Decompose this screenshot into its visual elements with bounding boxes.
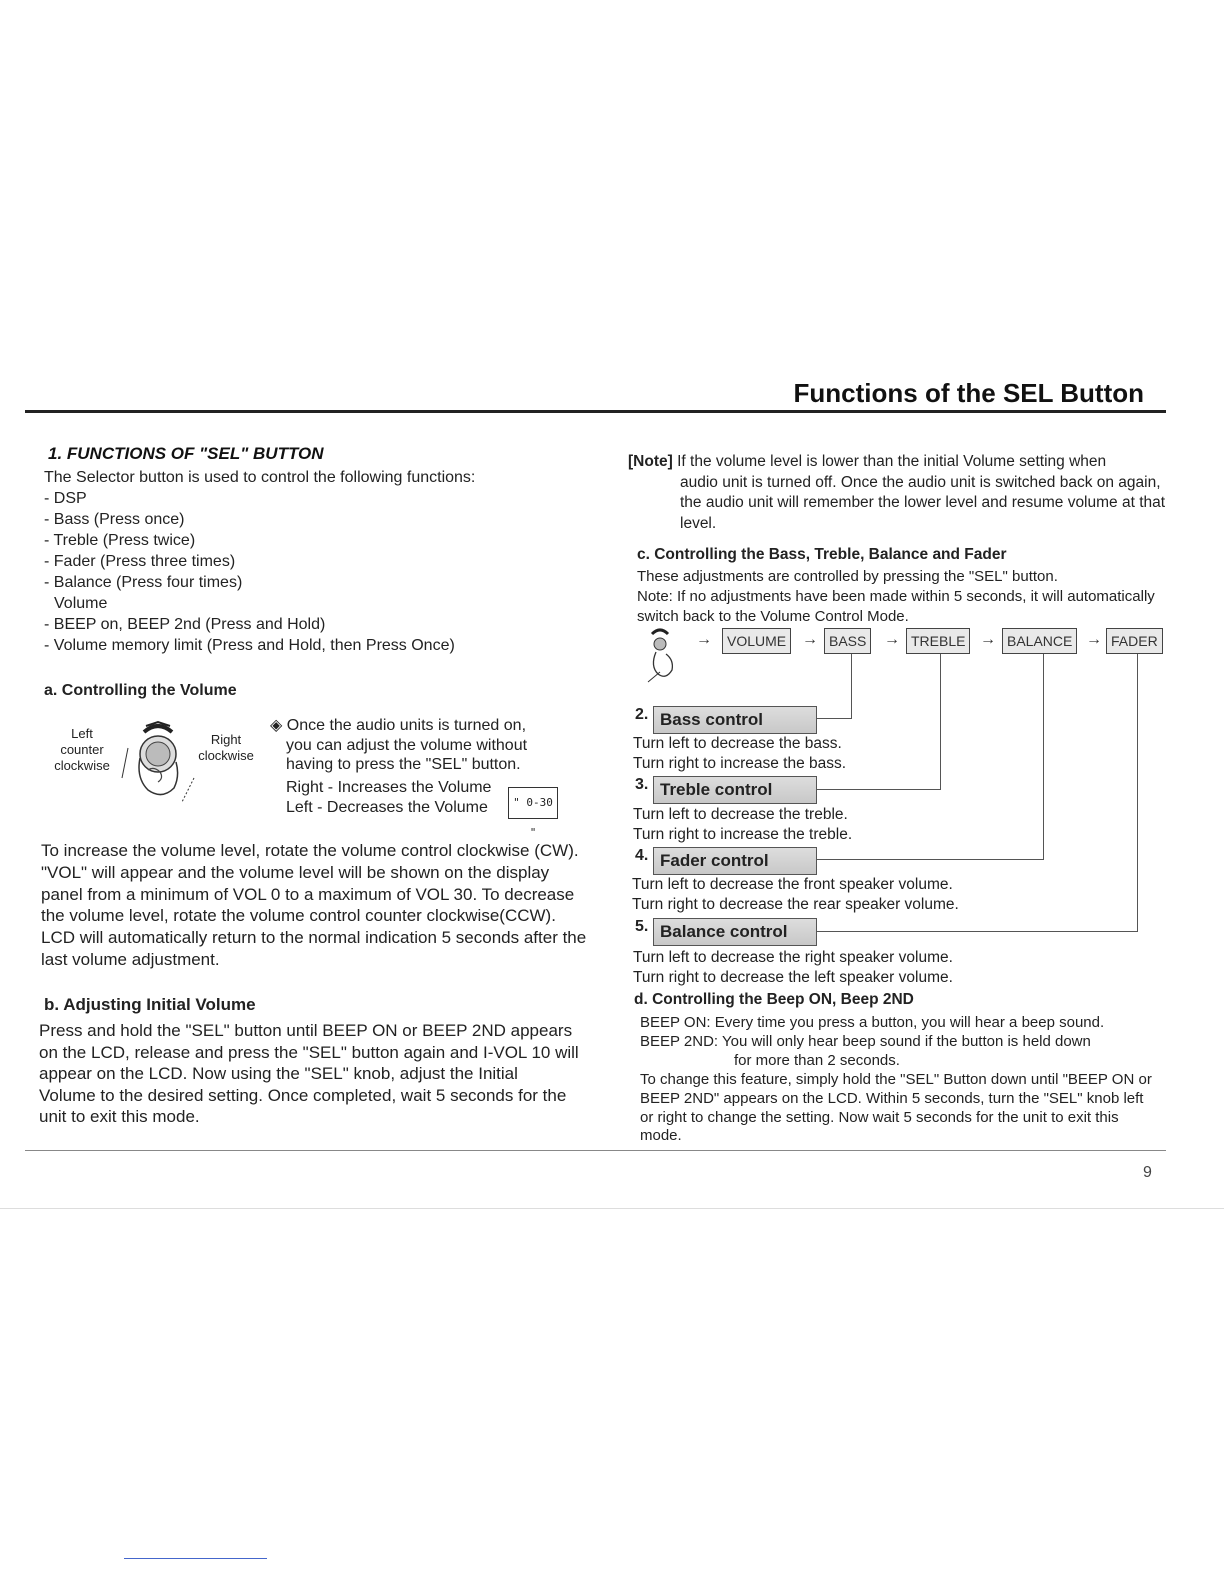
list-item: - BEEP on, BEEP 2nd (Press and Hold) <box>44 616 326 633</box>
treble-control-text <box>633 805 852 844</box>
page-number: 9 <box>1143 1164 1152 1181</box>
right-increases-line: Right - Increases the Volume <box>286 779 492 796</box>
control-line: Turn right to decrease the rear speaker volume. <box>632 895 959 913</box>
control-line: Turn left to decrease the bass. <box>633 735 842 752</box>
fader-control-label: Fader control <box>653 847 817 875</box>
heading-initial-volume: b. Adjusting Initial Volume <box>44 995 256 1014</box>
control-num: 4. <box>635 847 649 864</box>
treble-control-label: Treble control <box>653 776 817 804</box>
decorative-line <box>124 1558 267 1559</box>
heading-bass-treble: c. Controlling the Bass, Treble, Balance and Fader <box>637 546 1007 563</box>
control-item-balance <box>635 918 788 941</box>
chain-arrow: → <box>802 631 818 648</box>
beep-description <box>640 1014 1200 1070</box>
functions-list <box>44 467 564 656</box>
control-num: 3. <box>635 776 649 793</box>
heading-beep: d. Controlling the Beep ON, Beep 2ND <box>634 991 914 1008</box>
header-rule <box>25 410 1166 413</box>
connector-balance-h <box>814 931 1138 932</box>
list-item: - Volume memory limit (Press and Hold, then Press Once) <box>44 637 455 654</box>
note-block <box>628 452 1168 534</box>
chain-arrow: → <box>884 631 900 648</box>
beep-on-line: BEEP ON: Every time you press a button, you will hear a beep sound. <box>640 1014 1105 1031</box>
control-num: 2. <box>635 706 649 723</box>
bass-control-label: Bass control <box>653 706 817 734</box>
control-line: Turn right to increase the treble. <box>633 825 853 843</box>
chain-arrow: → <box>696 631 712 648</box>
connector-treble <box>940 654 941 790</box>
bass-control-text <box>633 734 846 773</box>
list-item: - Bass (Press once) <box>44 511 185 528</box>
volume-paragraph: To increase the volume level, rotate the volume control clockwise (CW). "VOL" will appear and the volume level will be shown on the display panel from a minimum of VOL 0 to a maximum of VOL 30. To decrease the volume level, rotate the volume control counter clockwise(CCW). LCD will automatically return to the normal indication 5 seconds after the last volume adjustment. <box>41 841 587 969</box>
chain-box-fader: FADER <box>1106 628 1163 654</box>
control-num: 5. <box>635 918 649 935</box>
functions-intro: The Selector button is used to control the following functions: <box>44 469 476 486</box>
list-item: - Balance (Press four times) <box>44 574 243 591</box>
connector-bass-h <box>814 718 852 719</box>
connector-fader-h <box>814 859 1044 860</box>
chain-arrow: → <box>980 631 996 648</box>
left-decreases-line: Left - Decreases the Volume <box>286 799 488 816</box>
control-item-fader <box>635 847 769 870</box>
balance-control-text <box>633 948 953 987</box>
footer-rule <box>25 1150 1166 1151</box>
note-tag: [Note] <box>628 453 673 470</box>
page-edge-rule <box>0 1208 1224 1209</box>
control-line: Turn left to decrease the right speaker volume. <box>633 949 953 966</box>
beep-2nd-line-2: for more than 2 seconds. <box>734 1051 900 1069</box>
heading-controlling-volume: a. Controlling the Volume <box>44 682 237 699</box>
bass-treble-paragraph <box>637 567 1157 626</box>
connector-treble-h <box>814 789 941 790</box>
page-title: Functions of the SEL Button <box>793 378 1144 408</box>
knob-right-label <box>192 732 260 764</box>
fader-control-text <box>632 875 959 914</box>
list-item: - DSP <box>44 490 87 507</box>
note-rest: audio unit is turned off. Once the audio unit is switched back on again, the audio unit will remember the lower level and resume volume at that level. <box>680 473 1166 532</box>
hand-knob-icon <box>118 718 198 808</box>
knob-left-l2: counter <box>60 742 104 757</box>
initial-volume-paragraph: Press and hold the "SEL" button until BEEP ON or BEEP 2ND appears on the LCD, release and press the "SEL" button again and I-VOL 10 will appear on the LCD. Now using the "SEL" knob, adjust the Initial Volume to the desired setting. Once completed, wait 5 seconds for the unit to exit this mode. <box>39 1021 579 1126</box>
balance-control-label: Balance control <box>653 918 817 946</box>
control-item-bass <box>635 706 763 729</box>
sel-adjust-text: These adjustments are controlled by pressing the "SEL" button. <box>637 568 1058 585</box>
connector-fader <box>1137 654 1138 932</box>
knob-left-l3: clockwise <box>54 758 110 773</box>
list-item: - Fader (Press three times) <box>44 553 236 570</box>
timeout-note: Note: If no adjustments have been made within 5 seconds, it will automatically switch back to the Volume Control Mode. <box>637 587 1155 625</box>
volume-description <box>270 716 570 775</box>
volume-desc-line: ◈ Once the audio units is turned on, <box>270 717 527 734</box>
chain-arrow: → <box>1086 631 1102 648</box>
list-item: - Treble (Press twice) <box>44 532 196 549</box>
control-line: Turn left to decrease the treble. <box>633 806 848 823</box>
volume-desc-line: having to press the "SEL" button. <box>286 756 521 773</box>
chain-box-balance: BALANCE <box>1002 628 1077 654</box>
knob-left-label <box>50 726 114 774</box>
volume-direction-lines <box>286 778 491 818</box>
control-line: Turn left to decrease the front speaker volume. <box>632 876 953 893</box>
control-line: Turn right to increase the bass. <box>633 754 847 772</box>
chain-box-bass: BASS <box>824 628 871 654</box>
connector-balance <box>1043 654 1044 860</box>
note-line-1: If the volume level is lower than the initial Volume setting when <box>677 453 1107 470</box>
knob-left-l1: Left <box>71 726 93 741</box>
beep-change-paragraph: To change this feature, simply hold the "SEL" Button down until "BEEP ON or BEEP 2ND" appears on the LCD. Within 5 seconds, turn the "SEL" knob left or right to change the setting. Now wait 5 seconds for the unit to exit this mode. <box>640 1071 1152 1145</box>
list-item: Volume <box>54 595 108 612</box>
volume-desc-line: you can adjust the volume without <box>286 736 528 754</box>
chain-box-volume: VOLUME <box>722 628 791 654</box>
control-item-treble <box>635 776 773 799</box>
volume-range-box: " 0-30 " <box>508 787 558 819</box>
section-heading-functions: 1. FUNCTIONS OF "SEL" BUTTON <box>48 444 324 463</box>
knob-right-l1: Right <box>210 732 242 747</box>
control-line: Turn right to decrease the left speaker volume. <box>633 968 953 986</box>
chain-box-treble: TREBLE <box>906 628 970 654</box>
knob-right-l2: clockwise <box>198 748 254 763</box>
hand-press-icon <box>646 626 686 684</box>
beep-2nd-line: BEEP 2ND: You will only hear beep sound if the button is held down <box>640 1032 1091 1050</box>
connector-bass <box>851 654 852 718</box>
